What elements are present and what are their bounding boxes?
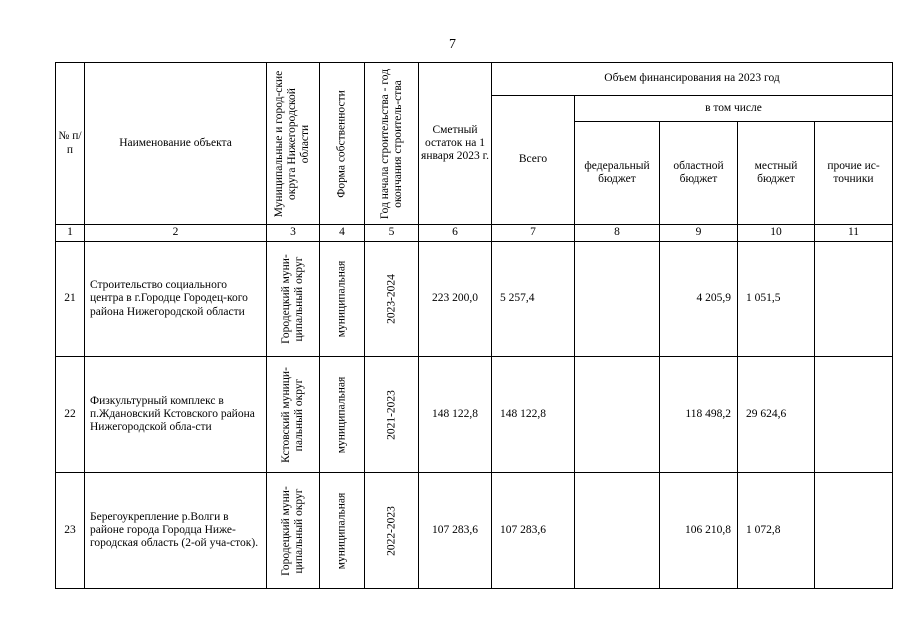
row-other: [815, 473, 893, 589]
header-years-text: Год начала строительства - год окончания строитель-ства: [378, 68, 404, 219]
row-name: Физкультурный комплекс в п.Ждановский Кстовского района Нижегородской обла-сти: [85, 357, 267, 473]
page-number: 7: [449, 37, 456, 52]
col-number: 3: [267, 225, 320, 242]
header-regional: областной бюджет: [660, 122, 738, 225]
row-municipal: [267, 357, 320, 473]
col-number: 2: [85, 225, 267, 242]
row-total: 5 257,4: [492, 242, 575, 357]
col-number: 5: [365, 225, 419, 242]
row-num: 21: [56, 242, 85, 357]
row-name: Строительство социального центра в г.Городце Городец-кого района Нижегородской области: [85, 242, 267, 357]
row-years-text: 2023-2024: [384, 274, 397, 324]
row-years: [365, 357, 419, 473]
col-number: 4: [320, 225, 365, 242]
row-years: [365, 473, 419, 589]
header-federal: федеральный бюджет: [575, 122, 660, 225]
header-municipal-text: Муниципальные и город-ские округа Нижегородской области: [273, 70, 312, 217]
table-row: [56, 357, 893, 473]
row-ownership: [320, 357, 365, 473]
row-years-text: 2021-2023: [384, 389, 397, 440]
row-ownership-text: муниципальная: [335, 492, 348, 569]
header-funding: Объем финансирования на 2023 год: [492, 63, 893, 96]
header-estimate: Сметный остаток на 1 января 2023 г.: [419, 63, 492, 225]
header-local: местный бюджет: [738, 122, 815, 225]
col-number: 11: [815, 225, 893, 242]
col-number: 6: [419, 225, 492, 242]
row-num: 23: [56, 473, 85, 589]
row-years: [365, 242, 419, 357]
header-other: прочие ис-точники: [815, 122, 893, 225]
row-ownership: [320, 242, 365, 357]
row-total: 107 283,6: [492, 473, 575, 589]
row-local: 29 624,6: [738, 357, 815, 473]
row-total: 148 122,8: [492, 357, 575, 473]
header-ownership-text: Форма собственности: [335, 89, 348, 198]
header-ownership: [320, 63, 365, 225]
col-number: 1: [56, 225, 85, 242]
col-number: 10: [738, 225, 815, 242]
row-municipal-text: Городецкий муни-ципальный округ: [279, 254, 305, 344]
header-name: Наименование объекта: [85, 63, 267, 225]
row-municipal-text: Кстовский муници-пальный округ: [279, 366, 305, 463]
financing-table: [55, 62, 893, 589]
row-federal: [575, 473, 660, 589]
col-number: 9: [660, 225, 738, 242]
row-regional: 4 205,9: [660, 242, 738, 357]
col-number: 7: [492, 225, 575, 242]
row-estimate: 107 283,6: [419, 473, 492, 589]
row-municipal-text: Городецкий муни-ципальный округ: [279, 485, 305, 576]
row-local: 1 051,5: [738, 242, 815, 357]
col-number: 8: [575, 225, 660, 242]
row-municipal: [267, 473, 320, 589]
row-years-text: 2022-2023: [384, 505, 397, 556]
table-row: [56, 242, 893, 357]
header-including: в том числе: [575, 96, 893, 122]
header-municipal: [267, 63, 320, 225]
column-number-row: [56, 225, 893, 242]
row-other: [815, 242, 893, 357]
row-name: Берегоукрепление р.Волги в районе города Городца Ниже-городская область (2-ой уча-сток).: [85, 473, 267, 589]
row-estimate: 223 200,0: [419, 242, 492, 357]
header-total: Всего: [492, 96, 575, 225]
row-other: [815, 357, 893, 473]
row-regional: 106 210,8: [660, 473, 738, 589]
row-ownership-text: муниципальная: [335, 376, 348, 453]
header-years: [365, 63, 419, 225]
row-num: 22: [56, 357, 85, 473]
header-num: № п/п: [56, 63, 85, 225]
table-row: [56, 473, 893, 589]
row-federal: [575, 357, 660, 473]
row-federal: [575, 242, 660, 357]
row-municipal: [267, 242, 320, 357]
row-ownership: [320, 473, 365, 589]
row-estimate: 148 122,8: [419, 357, 492, 473]
row-regional: 118 498,2: [660, 357, 738, 473]
row-local: 1 072,8: [738, 473, 815, 589]
row-ownership-text: муниципальная: [335, 260, 348, 338]
